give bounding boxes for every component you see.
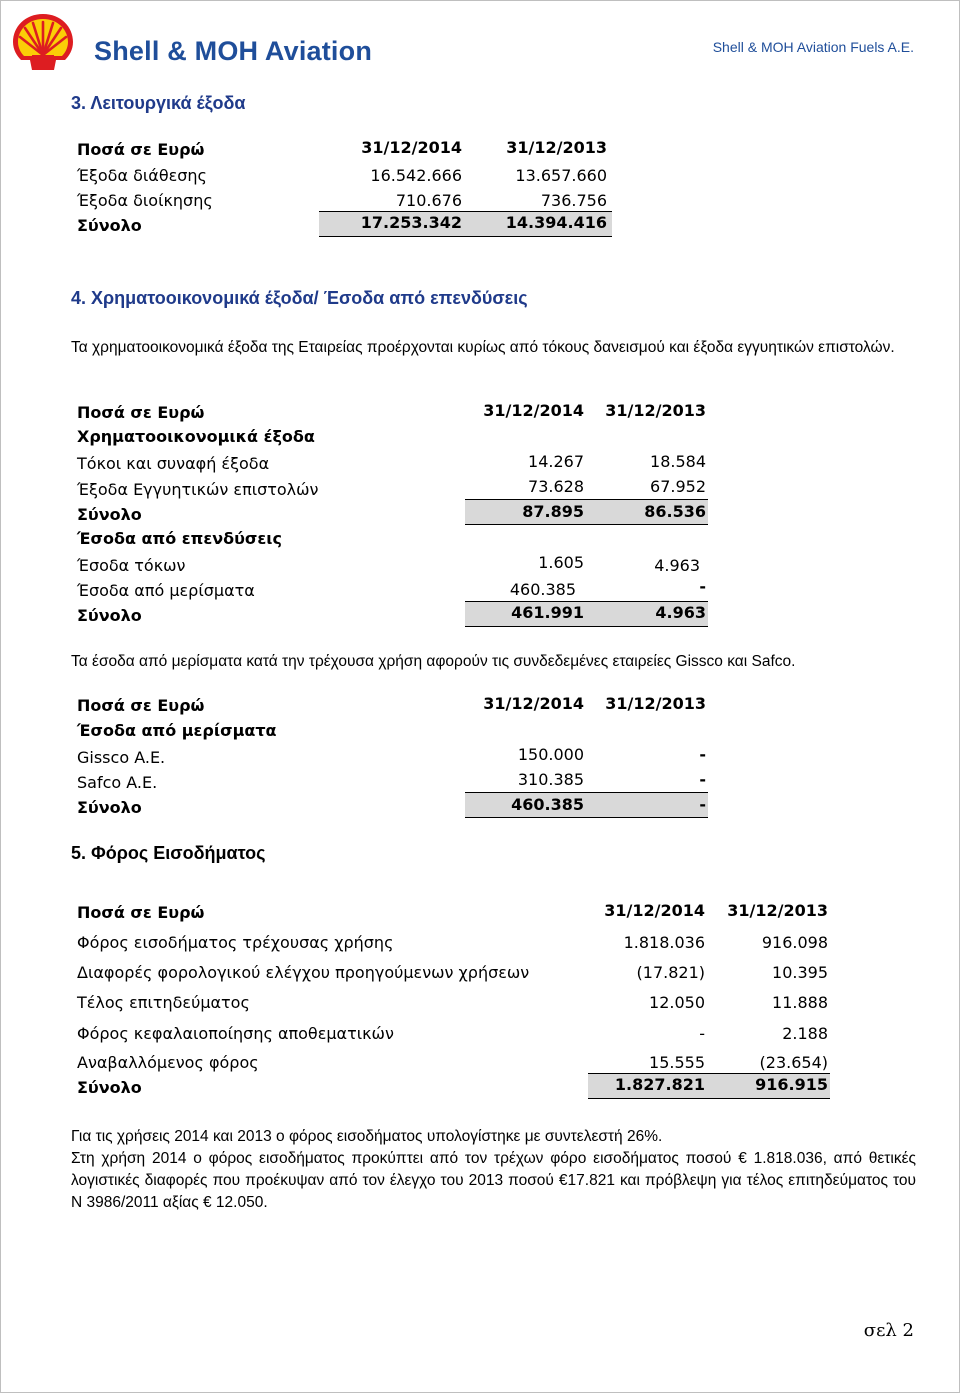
s3-row-label: Έξοδα διάθεσης <box>77 166 207 185</box>
s4t2-col1-header: 31/12/2014 <box>483 694 584 713</box>
s4-row-v1: 460.385 <box>509 580 576 599</box>
s5-row-v1: 15.555 <box>649 1053 705 1072</box>
s5-row-v2: 10.395 <box>772 963 828 982</box>
s5-header-label: Ποσά σε Ευρώ <box>77 903 205 922</box>
s4-total2-v1: 461.991 <box>511 603 584 622</box>
s4-total1-v1: 87.895 <box>522 502 584 521</box>
company-name: Shell & MOH Aviation Fuels A.E. <box>712 39 914 55</box>
s4-row-v2: 67.952 <box>650 477 706 496</box>
s5-total-v1: 1.827.821 <box>614 1075 705 1094</box>
s3-total-label: Σύνολο <box>77 216 142 235</box>
s4-row-v2: 18.584 <box>650 452 706 471</box>
s5-row-v2: (23.654) <box>759 1053 828 1072</box>
s4-total1-label: Σύνολο <box>77 505 142 524</box>
s4-row-v1: 1.605 <box>538 553 584 572</box>
s4-row-v1: 73.628 <box>528 477 584 496</box>
s5-row-label: Φόρος κεφαλαιοποίησης αποθεματικών <box>77 1024 394 1043</box>
s4-row-v1: 14.267 <box>528 452 584 471</box>
s3-row-v1: 16.542.666 <box>370 166 462 185</box>
section5-title: 5. Φόρος Εισοδήματος <box>71 843 266 863</box>
section5-para1: Για τις χρήσεις 2014 και 2013 ο φόρος εισοδήματος υπολογίστηκε με συντελεστή 26%. <box>71 1128 663 1145</box>
s4t2-group: Έσοδα από μερίσματα <box>77 721 277 740</box>
s5-row-label: Αναβαλλόμενος φόρος <box>77 1053 259 1072</box>
s5-row-v1: - <box>699 1024 705 1043</box>
s4t2-total-v1: 460.385 <box>511 795 584 814</box>
s4-row-label: Τόκοι και συναφή έξοδα <box>77 454 270 473</box>
s3-total-v1: 17.253.342 <box>360 213 462 232</box>
section5-para2: Στη χρήση 2014 ο φόρος εισοδήματος προκύπτει από τον τρέχων φόρο εισοδήματος ποσού € 1.818.036, από θετικές λογιστικές διαφορές που προέκυψαν από τον έλεγχο του 2013 ποσού €17.821 και πρόβλεψη για τέλος επιτηδεύματος του Ν 3986/2011 αξίας € 12.050. <box>71 1150 916 1211</box>
section4-title: 4. Χρηματοοικονομικά έξοδα/ Έσοδα από επενδύσεις <box>71 288 528 308</box>
s4-group2: Έσοδα από επενδύσεις <box>77 529 282 548</box>
s5-total-label: Σύνολο <box>77 1078 142 1097</box>
section4-note: Τα έσοδα από μερίσματα κατά την τρέχουσα χρήση αφορούν τις συνδεδεμένες εταιρείες Gissco και Safco. <box>71 653 796 670</box>
s3-col2-header: 31/12/2013 <box>506 138 607 157</box>
s4t2-col2-header: 31/12/2013 <box>605 694 706 713</box>
s3-header-label: Ποσά σε Ευρώ <box>77 140 205 159</box>
s4t2-row-label: Safco A.E. <box>77 773 158 792</box>
s4-total2-v2: 4.963 <box>655 603 706 622</box>
s4-header-label: Ποσά σε Ευρώ <box>77 403 205 422</box>
s4-col1-header: 31/12/2014 <box>483 401 584 420</box>
s4t2-row-v1: 310.385 <box>517 770 584 789</box>
s4-total2-label: Σύνολο <box>77 606 142 625</box>
s4-group1: Χρηματοοικονομικά έξοδα <box>77 427 315 446</box>
s4-row-v2: - <box>699 577 706 596</box>
s4-total1-v2: 86.536 <box>644 502 706 521</box>
s5-col1-header: 31/12/2014 <box>604 901 705 920</box>
s3-col1-header: 31/12/2014 <box>361 138 462 157</box>
s4t2-row-v1: 150.000 <box>517 745 584 764</box>
s4-row-label: Έσοδα τόκων <box>77 556 186 575</box>
s5-row-v1: 12.050 <box>649 993 705 1012</box>
s5-col2-header: 31/12/2013 <box>727 901 828 920</box>
s4t2-row-v2: - <box>699 770 706 789</box>
s4t2-total-v2: - <box>699 795 706 814</box>
s5-row-v1: 1.818.036 <box>623 933 705 952</box>
s5-row-v2: 916.098 <box>761 933 828 952</box>
page-number: σελ 2 <box>863 1320 914 1341</box>
s4t2-row-label: Gissco A.E. <box>77 748 166 767</box>
s4t2-row-v2: - <box>699 745 706 764</box>
s4-row-label: Έξοδα Εγγυητικών επιστολών <box>77 480 319 499</box>
s3-row-v2: 13.657.660 <box>515 166 607 185</box>
s5-row-label: Φόρος εισοδήματος τρέχουσας χρήσης <box>77 933 394 952</box>
s5-row-v1: (17.821) <box>636 963 705 982</box>
s5-row-label: Τέλος επιτηδεύματος <box>77 993 250 1012</box>
s4t2-total-bar <box>465 792 708 818</box>
s4-col2-header: 31/12/2013 <box>605 401 706 420</box>
s4t2-header-label: Ποσά σε Ευρώ <box>77 696 205 715</box>
s5-total-v2: 916.915 <box>755 1075 828 1094</box>
brand-title: Shell & MOH Aviation <box>94 36 373 66</box>
s5-row-label: Διαφορές φορολογικού ελέγχου προηγούμενων χρήσεων <box>77 963 530 982</box>
s3-row-v1: 710.676 <box>395 191 462 210</box>
s4t2-total-label: Σύνολο <box>77 798 142 817</box>
section3-title: 3. Λειτουργικά έξοδα <box>71 93 246 113</box>
section4-intro: Τα χρηματοοικονομικά έξοδα της Εταιρείας προέρχονται κυρίως από τόκους δανεισμού και έξοδα εγγυητικών επιστολών. <box>71 339 895 356</box>
shell-logo-icon <box>10 10 76 76</box>
s5-row-v2: 2.188 <box>782 1024 828 1043</box>
s3-row-label: Έξοδα διοίκησης <box>77 191 213 210</box>
s3-total-v2: 14.394.416 <box>505 213 607 232</box>
s5-row-v2: 11.888 <box>772 993 828 1012</box>
s3-row-v2: 736.756 <box>540 191 607 210</box>
s4-row-label: Έσοδα από μερίσματα <box>77 581 255 600</box>
s4-row-v2: 4.963 <box>654 556 700 575</box>
